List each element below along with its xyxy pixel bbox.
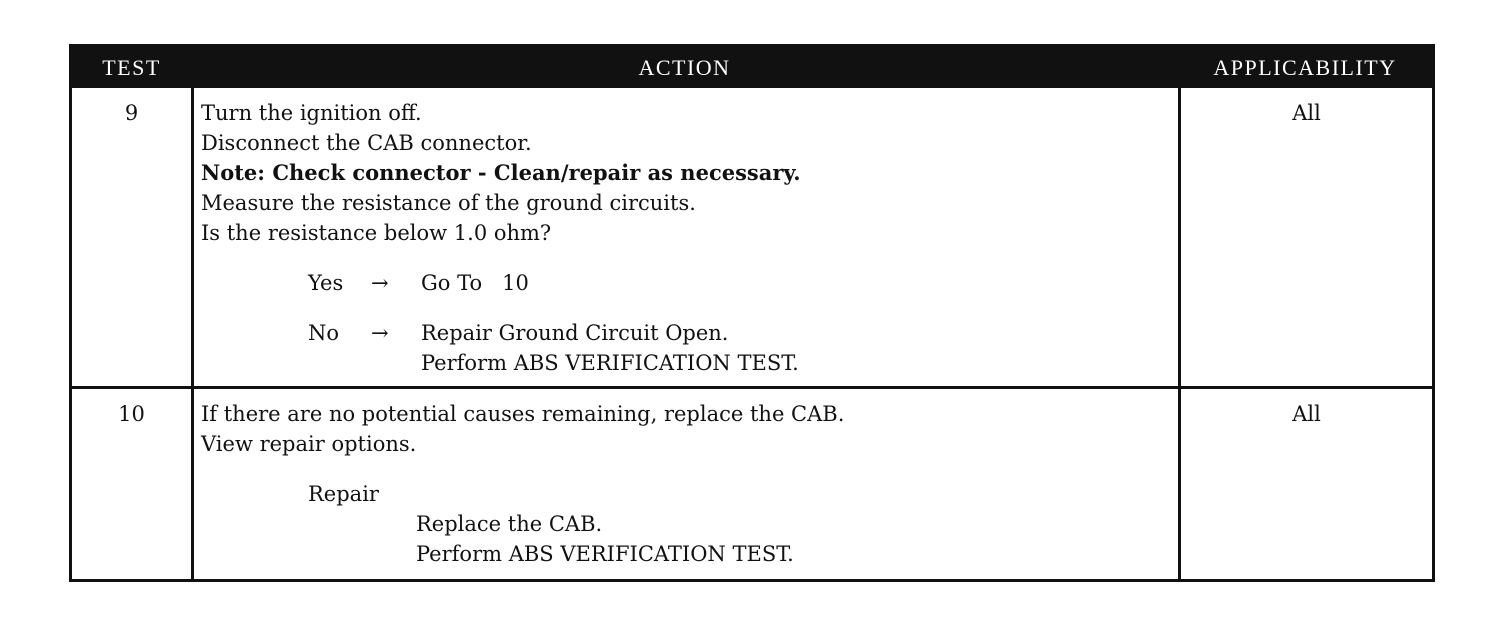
no-result-line: Repair Ground Circuit Open. — [421, 321, 729, 345]
arrow-icon: → — [371, 321, 389, 345]
repair-step: Perform ABS VERIFICATION TEST. — [416, 542, 794, 566]
note-line: Note: Check connector - Clean/repair as necessary. — [201, 160, 801, 185]
header-test: TEST — [102, 55, 161, 80]
test-number: 10 — [118, 402, 145, 426]
action-line: View repair options. — [201, 432, 417, 456]
test-number: 9 — [124, 101, 139, 125]
yes-result: Go To 10 — [421, 271, 529, 295]
action-line: Measure the resistance of the ground circuits. — [201, 191, 696, 215]
header-applicability: APPLICABILITY — [1213, 55, 1397, 80]
row-divider — [72, 386, 1432, 389]
diagnostic-table — [69, 44, 1435, 582]
no-result-line: Perform ABS VERIFICATION TEST. — [421, 351, 799, 375]
applicability-value: All — [1292, 101, 1321, 125]
header-action: ACTION — [638, 55, 731, 80]
column-divider — [1178, 88, 1181, 579]
action-line: Turn the ignition off. — [201, 101, 422, 125]
question-line: Is the resistance below 1.0 ohm? — [201, 221, 552, 245]
action-line: Disconnect the CAB connector. — [201, 131, 532, 155]
action-text — [201, 399, 1161, 459]
yes-label: Yes — [308, 271, 344, 295]
table-header — [72, 47, 1432, 88]
repair-steps — [416, 509, 794, 569]
action-text — [201, 98, 1161, 248]
action-line: If there are no potential causes remaining, replace the CAB. — [201, 402, 845, 426]
repair-label: Repair — [308, 482, 379, 506]
no-result — [421, 318, 799, 378]
applicability-value: All — [1292, 402, 1321, 426]
repair-step: Replace the CAB. — [416, 512, 603, 536]
arrow-icon: → — [371, 271, 389, 295]
no-label: No — [308, 321, 340, 345]
column-divider — [191, 88, 194, 579]
